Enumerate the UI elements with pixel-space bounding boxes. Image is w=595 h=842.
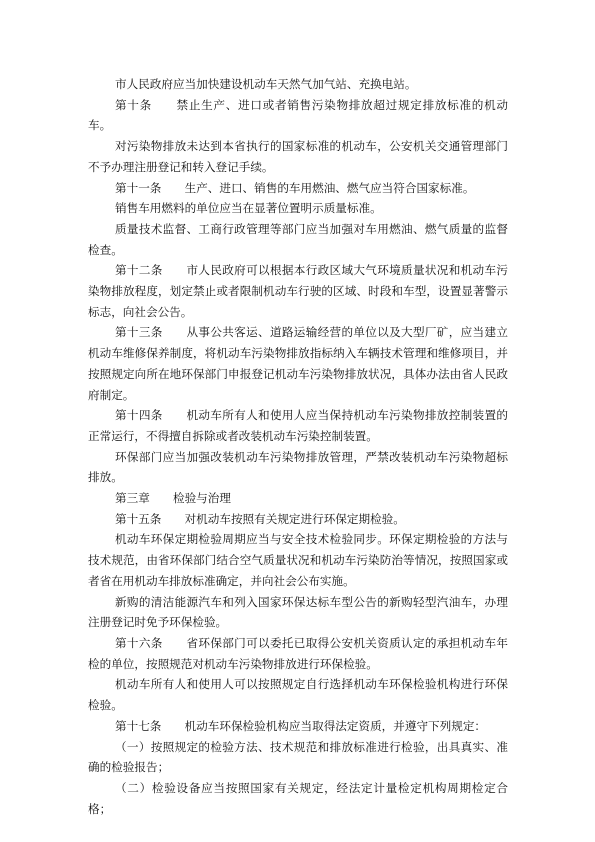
article-16: 第十六条 省环保部门可以委托已取得公安机关资质认定的承担机动车年检的单位，按照规范对机动车污染物排放进行环保检验。 [88,635,508,671]
paragraph-gas-stations: 市人民政府应当加快建设机动车天然气加气站、充换电站。 [115,77,417,91]
paragraph-fuel-supervision: 质量技术监督、工商行政管理等部门应当加强对车用燃油、燃气质量的监督检查。 [88,221,508,257]
paragraph-fuel-standard: 销售车用燃料的单位应当在显著位置明示质量标准。 [115,201,382,216]
paragraph-exemption: 新购的清洁能源汽车和列入国家环保达标车型公告的新购轻型汽油车，办理注册登记时免予环保检验。 [88,594,508,630]
list-item-1: （一）按照规定的检验方法、技术规范和排放标准进行检验，出具真实、准确的检验报告； [88,739,508,775]
paragraph-registration: 对污染物排放未达到本省执行的国家标准的机动车，公安机关交通管理部门不予办理注册登记和转入登记手续。 [88,139,508,174]
paragraph-choose-agency: 机动车所有人和使用人可以按照规定自行选择机动车环保检验机构进行环保检验。 [88,677,508,713]
article-15: 第十五条 对机动车按照有关规定进行环保定期检验。 [115,511,405,526]
chapter-3-heading: 第三章 检验与治理 [115,491,231,506]
paragraph-inspection-cycle: 机动车环保定期检验周期应当与安全技术检验同步。环保定期检验的方法与技术规范，由省环保部门结合空气质量状况和机动车污染防治等情况，按照国家或者省在用机动车排放标准确定，并向社会公布实施。 [88,532,508,588]
document-page [88,74,508,819]
article-13: 第十三条 从事公共客运、道路运输经营的单位以及大型厂矿，应当建立机动车维修保养制度，将机动车污染物排放指标纳入车辆技术管理和维修项目，并按照规定向所在地环保部门申报登记机动车污染物排放状况，具体办法由省人民政府制定。 [88,325,508,402]
article-12: 第十二条 市人民政府可以根据本行政区域大气环境质量状况和机动车污染物排放程度，划定禁止或者限制机动车行驶的区域、时段和车型，设置显著警示标志，向社会公告。 [88,263,508,319]
paragraph-modification: 环保部门应当加强改装机动车污染物排放管理，严禁改装机动车污染物超标排放。 [88,449,508,485]
article-10: 第十条 禁止生产、进口或者销售污染物排放超过规定排放标准的机动车。 [88,97,508,133]
list-item-2: （二）检验设备应当按照国家有关规定，经法定计量检定机构周期检定合格； [88,780,508,816]
article-11: 第十一条 生产、进口、销售的车用燃油、燃气应当符合国家标准。 [115,180,475,195]
article-17: 第十七条 机动车环保检验机构应当取得法定资质，并遵守下列规定： [115,718,487,733]
article-14: 第十四条 机动车所有人和使用人应当保持机动车污染物排放控制装置的正常运行，不得擅自拆除或者改装机动车污染控制装置。 [88,408,508,443]
